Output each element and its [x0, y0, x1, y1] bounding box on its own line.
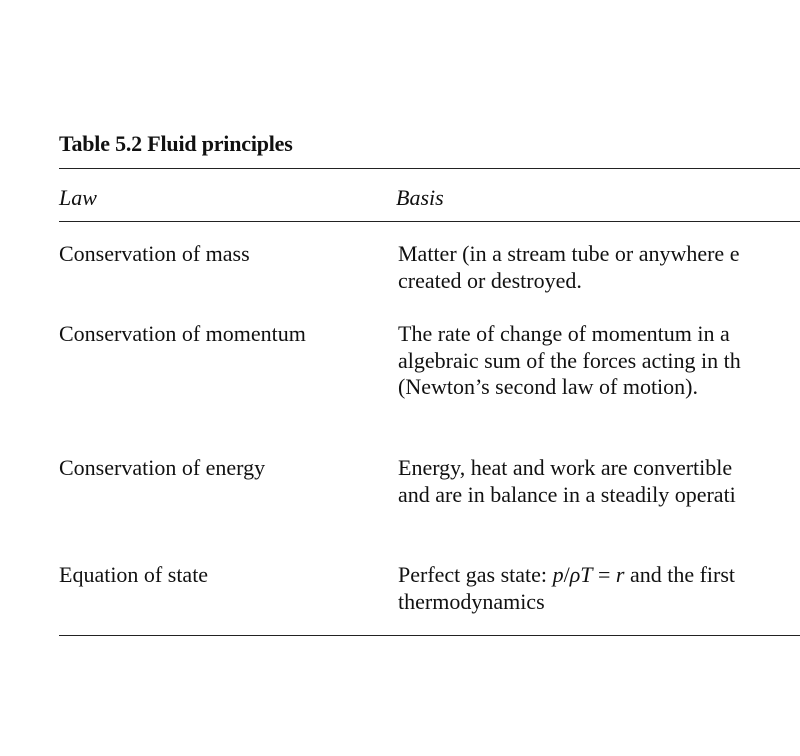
header-basis: Basis [396, 185, 444, 210]
equation-rhs: r [615, 562, 625, 587]
basis-line: algebraic sum of the forces acting in th [398, 347, 741, 373]
law-cell: Equation of state [59, 562, 209, 587]
basis-line: (Newton’s second law of motion). [398, 374, 698, 399]
basis-line: and are in balance in a steadily operati [398, 481, 736, 507]
law-cell: Conservation of momentum [59, 321, 306, 346]
basis-line [398, 562, 735, 589]
basis-line: Matter (in a stream tube or anywhere e [398, 241, 740, 266]
basis-line: The rate of change of momentum in a [398, 321, 730, 346]
table-caption: Table 5.2 Fluid principles [59, 131, 293, 156]
table-bottom-rule [59, 635, 800, 636]
header-law: Law [59, 185, 97, 210]
law-cell: Conservation of mass [59, 241, 250, 266]
equation-lhs: p [552, 562, 564, 587]
basis-line: thermodynamics [398, 588, 545, 614]
basis-line: Energy, heat and work are convertible [398, 455, 733, 480]
equation-equals: = [592, 562, 616, 587]
equation-rho-t: ρT [569, 562, 593, 587]
equation-slash: / [563, 562, 570, 587]
basis-cell [398, 321, 741, 401]
equation-suffix: and the first [624, 562, 736, 587]
basis-line: created or destroyed. [398, 267, 582, 293]
basis-cell [398, 455, 736, 508]
basis-cell [398, 241, 739, 294]
equation-prefix: Perfect gas state: [398, 562, 553, 587]
basis-cell [398, 562, 735, 615]
table-header-rule [59, 221, 800, 222]
table-top-rule [59, 168, 800, 169]
law-cell: Conservation of energy [59, 455, 266, 480]
